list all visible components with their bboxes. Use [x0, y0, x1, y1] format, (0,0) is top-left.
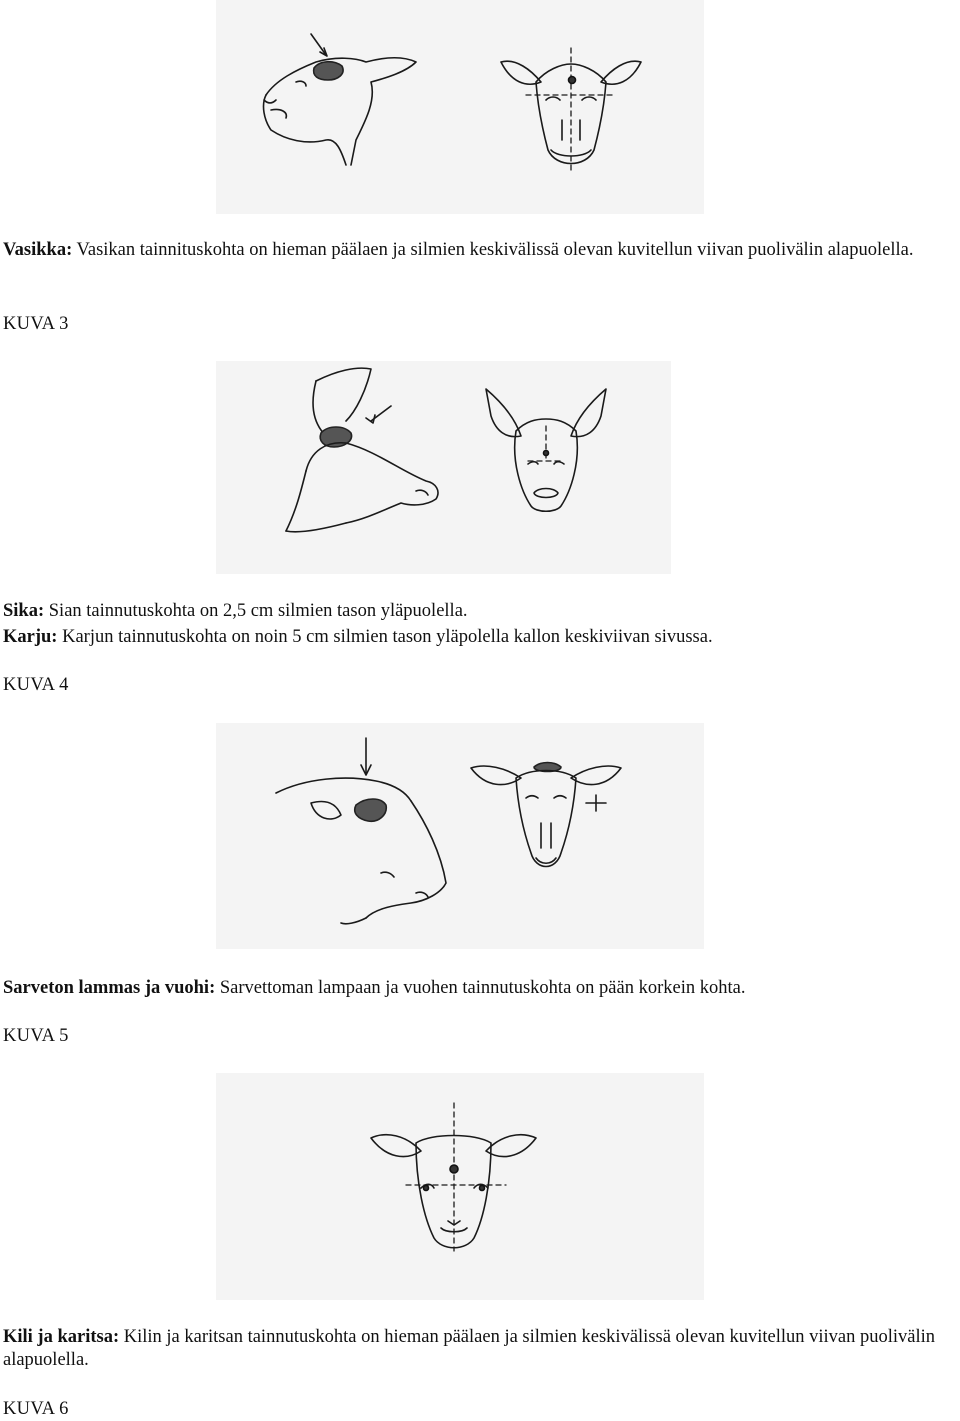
kid-head-illustration	[216, 1073, 704, 1300]
calf-text: Vasikan tainnituskohta on hieman päälaen ja silmien keskivälissä olevan kuvitellun viivan puolivälin alapuolella.	[76, 240, 914, 260]
figure-calf	[216, 0, 704, 214]
caption-kuva-4: KUVA 4	[3, 675, 69, 695]
figure-sheep	[216, 723, 704, 949]
kid-text: Kilin ja karitsan tainnutuskohta on hieman päälaen ja silmien keskivälissä olevan kuvitellun viivan puolivälin alapuolella.	[3, 1327, 936, 1370]
figure-pig	[216, 361, 671, 574]
caption-kuva-5: KUVA 5	[3, 1026, 69, 1046]
boar-paragraph	[3, 626, 953, 649]
calf-head-illustration	[216, 0, 704, 214]
sheep-text: Sarvettoman lampaan ja vuohen tainnutuskohta on pään korkein kohta.	[219, 978, 746, 998]
sheep-head-illustration	[216, 723, 704, 949]
boar-text: Karjun tainnutuskohta on noin 5 cm silmien tason yläpolella kallon keskiviivan sivussa.	[62, 627, 713, 647]
pig-label: Sika:	[3, 601, 45, 621]
pig-paragraph	[3, 600, 953, 623]
caption-kuva-6: KUVA 6	[3, 1399, 69, 1419]
calf-label: Vasikka:	[3, 240, 73, 260]
kid-paragraph	[3, 1326, 953, 1372]
boar-label: Karju:	[3, 627, 58, 647]
kid-label: Kili ja karitsa:	[3, 1327, 120, 1347]
pig-head-illustration	[216, 361, 671, 574]
caption-kuva-3: KUVA 3	[3, 314, 69, 334]
pig-text: Sian tainnutuskohta on 2,5 cm silmien tason yläpuolella.	[48, 601, 468, 621]
figure-kid	[216, 1073, 704, 1300]
sheep-paragraph	[3, 977, 953, 1000]
calf-paragraph	[3, 239, 953, 262]
sheep-label: Sarveton lammas ja vuohi:	[3, 978, 216, 998]
